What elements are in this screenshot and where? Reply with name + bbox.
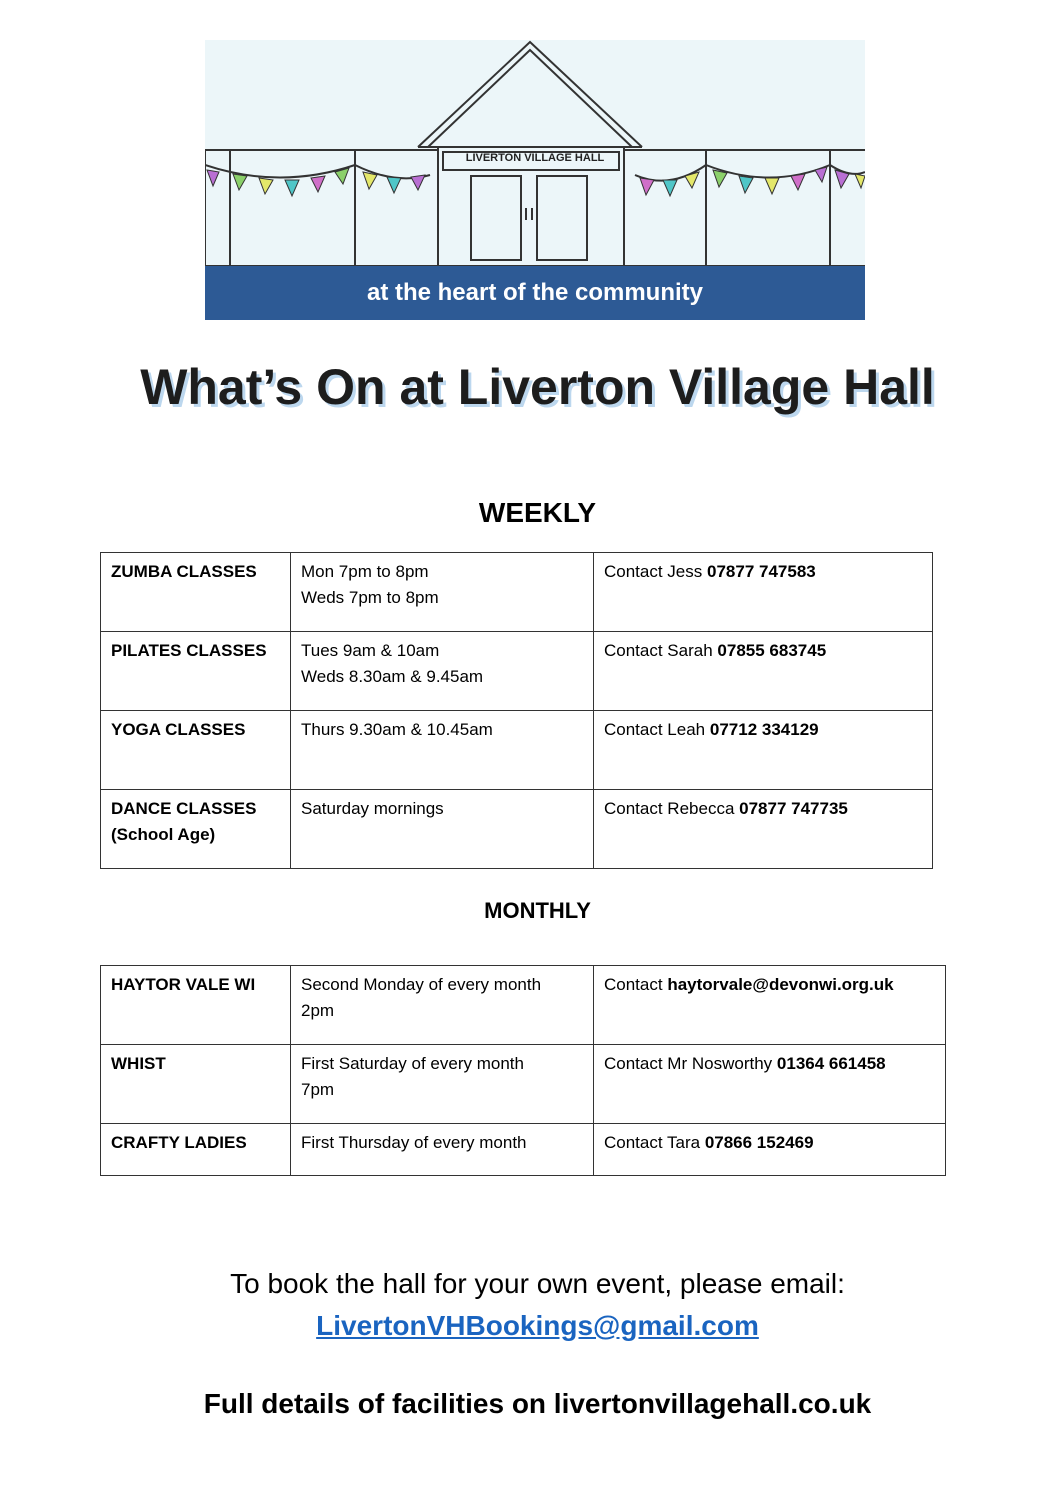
page-title: What’s On at Liverton Village Hall: [140, 359, 935, 415]
contact-cell: [594, 553, 933, 632]
contact-label: Contact Leah: [604, 720, 706, 739]
activity-name: HAYTOR VALE WI: [111, 975, 256, 994]
activity-cell: [101, 553, 291, 632]
contact-cell: [594, 711, 933, 790]
activity-cell: [101, 790, 291, 869]
activity-name: PILATES CLASSES: [111, 641, 267, 660]
contact-cell: [594, 632, 933, 711]
time-line: Thurs 9.30am & 10.45am: [301, 720, 493, 739]
time-line: 7pm: [301, 1080, 335, 1099]
contact-value: 07877 747735: [739, 799, 848, 818]
activity-cell: [101, 1124, 291, 1176]
time-line: Weds 8.30am & 9.45am: [301, 667, 484, 686]
contact-label: Contact Sarah: [604, 641, 713, 660]
contact-value: 07866 152469: [704, 1133, 814, 1152]
table-row: [101, 553, 933, 632]
table-row: [101, 1045, 946, 1124]
contact-cell: [594, 966, 946, 1045]
contact-label: Contact Jess: [604, 562, 703, 581]
hall-banner: [205, 40, 865, 320]
time-cell: [291, 966, 594, 1045]
contact-value: 07855 683745: [717, 641, 827, 660]
time-cell: [291, 1124, 594, 1176]
time-line: 2pm: [301, 1001, 335, 1020]
activity-name: ZUMBA CLASSES: [111, 562, 257, 581]
table-row: [101, 966, 946, 1045]
time-cell: [291, 553, 594, 632]
activity-name: CRAFTY LADIES: [111, 1133, 247, 1152]
table-row: [101, 790, 933, 869]
activity-name: WHIST: [111, 1054, 166, 1073]
weekly-schedule-table: [100, 552, 933, 869]
time-line: First Saturday of every month: [301, 1054, 524, 1073]
facilities-note: Full details of facilities on livertonvillagehall.co.uk: [203, 1388, 872, 1419]
contact-cell: [594, 1124, 946, 1176]
contact-value: 07712 334129: [709, 720, 819, 739]
activity-subtitle: (School Age): [111, 825, 216, 844]
table-row: [101, 1124, 946, 1176]
contact-label: Contact Rebecca: [604, 799, 735, 818]
activity-cell: [101, 966, 291, 1045]
table-row: [101, 632, 933, 711]
contact-value: 07877 747583: [707, 562, 816, 581]
activity-cell: [101, 632, 291, 711]
time-cell: [291, 790, 594, 869]
time-line: Saturday mornings: [301, 799, 444, 818]
contact-cell: [594, 1045, 946, 1124]
activity-name: YOGA CLASSES: [111, 720, 246, 739]
contact-cell: [594, 790, 933, 869]
activity-cell: [101, 1045, 291, 1124]
time-cell: [291, 632, 594, 711]
time-line: Weds 7pm to 8pm: [301, 588, 439, 607]
table-row: [101, 711, 933, 790]
contact-label: Contact: [604, 975, 663, 994]
time-line: First Thursday of every month: [301, 1133, 527, 1152]
activity-name: DANCE CLASSES: [111, 799, 257, 818]
booking-instructions: To book the hall for your own event, please email:: [230, 1268, 845, 1299]
time-line: Tues 9am & 10am: [301, 641, 440, 660]
time-cell: [291, 711, 594, 790]
activity-cell: [101, 711, 291, 790]
time-line: Second Monday of every month: [301, 975, 542, 994]
contact-label: Contact Mr Nosworthy: [604, 1054, 773, 1073]
banner-tagline: at the heart of the community: [205, 266, 865, 320]
time-cell: [291, 1045, 594, 1124]
monthly-schedule-table: [100, 965, 946, 1176]
weekly-heading: WEEKLY: [478, 497, 597, 528]
booking-email-link[interactable]: LivertonVHBookings@gmail.com: [316, 1310, 759, 1341]
time-line: Mon 7pm to 8pm: [301, 562, 429, 581]
contact-value: 01364 661458: [776, 1054, 886, 1073]
monthly-heading: MONTHLY: [484, 898, 591, 923]
contact-value: haytorvale@devonwi.org.uk: [667, 975, 894, 994]
contact-label: Contact Tara: [604, 1133, 701, 1152]
hall-sign: LIVERTON VILLAGE HALL: [465, 152, 605, 164]
